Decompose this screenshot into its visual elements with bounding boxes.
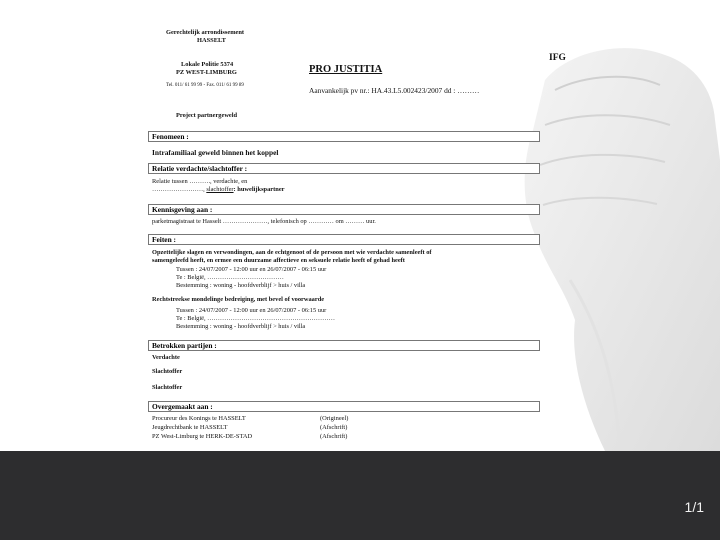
page-counter: 1/1 [684,499,704,515]
section-betrokken [148,340,540,351]
section-fenomeen [148,131,540,142]
contact-info: Tel. 011/ 61 99 99 - Fax. 011/ 61 99 89 [166,83,244,88]
police-name: Lokale Politie 5374 [181,61,234,68]
party-slachtoffer-2: Slachtoffer [152,384,183,391]
feit-2-te: Te : België, …………………………………………………… [176,315,335,322]
relatie-slachtoffer: slachtoffer [206,186,234,193]
section-betrokken-label: Betrokken partijen : [152,341,217,350]
feit-1-te: Te : België, ……………………………… [176,274,284,281]
section-overgemaakt-label: Overgemaakt aan : [152,402,213,411]
feit-1-line-b: samengeleefd heeft, en ermee een duurzame affectieve en seksuele relatie heeft of gehad heeft [152,257,405,264]
section-relatie [148,163,540,174]
section-kennisgeving [148,204,540,215]
party-slachtoffer-1: Slachtoffer [152,368,183,375]
relatie-line-1: Relatie tussen ………., verdachte, en [152,178,248,185]
kennisgeving-value: parketmagistraat te Hasselt …………………, telefonisch op ………… om ……… uur. [152,218,376,225]
section-feiten [148,234,540,245]
project-name: Project partnergeweld [176,112,238,119]
relatie-prefix: ……………………, [152,186,207,193]
recipient-3-name: PZ West-Limburg te HERK-DE-STAD [152,433,253,440]
section-fenomeen-label: Fenomeen : [152,132,189,141]
section-overgemaakt [148,401,540,412]
feit-2-title: Rechtstreekse mondelinge bedreiging, met bevel of voorwaarde [152,296,325,303]
feit-1-tussen: Tussen : 24/07/2007 - 12:00 uur en 26/07/2007 - 06:15 uur [176,266,327,273]
feit-2-tussen: Tussen : 24/07/2007 - 12:00 uur en 26/07/2007 - 06:15 uur [176,307,327,314]
party-verdachte: Verdachte [152,354,180,361]
viewer-toolbar [0,451,720,540]
section-kennisgeving-label: Kennisgeving aan : [152,205,213,214]
pv-number: Aanvankelijk pv nr.: HA.43.L5.002423/2007 dd : ……… [309,86,480,95]
recipient-2-name: Jeugdrechtbank te HASSELT [152,424,228,431]
pro-justitia-title: PRO JUSTITIA [309,64,383,75]
relatie-suffix: : huwelijkspartner [233,186,285,193]
feit-2-bestemming: Bestemming : woning - hoofdverblijf > huis / villa [176,323,306,330]
relatie-line-2 [152,186,285,193]
recipient-1-type: (Origineel) [320,415,349,422]
feit-1-bestemming: Bestemming : woning - hoofdverblijf > huis / villa [176,282,306,289]
ifg-label: IFG [549,53,566,63]
recipient-3-type: (Afschrift) [320,433,348,440]
section-relatie-label: Relatie verdachte/slachtoffer : [152,164,248,173]
court-title: Gerechtelijk arrondissement [166,29,245,36]
recipient-2-type: (Afschrift) [320,424,348,431]
section-feiten-label: Feiten : [152,235,177,244]
fenomeen-value: Intrafamiliaal geweld binnen het koppel [152,148,279,157]
police-zone: PZ WEST-LIMBURG [176,69,237,76]
feit-1-line-a: Opzettelijke slagen en verwondingen, aan de echtgenoot of de persoon met wie verdachte samenleeft of [152,249,432,256]
court-city: HASSELT [197,37,226,44]
recipient-1-name: Procureur des Konings te HASSELT [152,415,246,422]
